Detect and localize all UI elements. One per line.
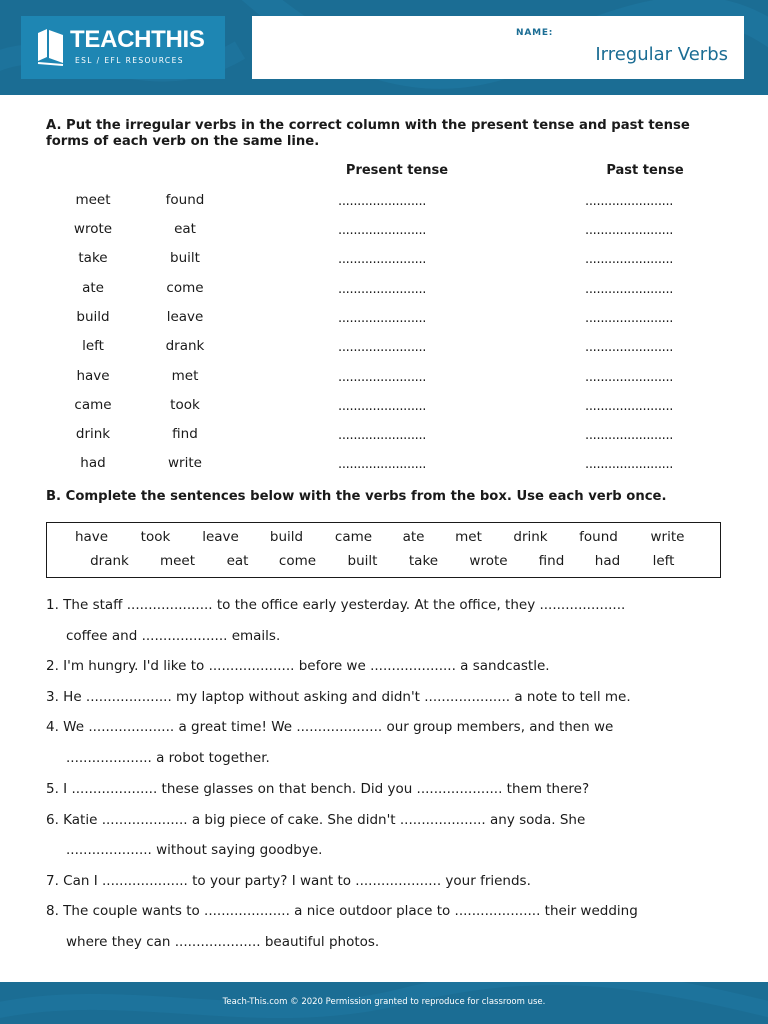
- verb-word: have: [76, 368, 110, 384]
- past-tense-blank: .......................: [585, 223, 674, 238]
- word-box-line: [47, 553, 720, 569]
- box-word: write: [650, 529, 685, 545]
- past-tense-blank: .......................: [585, 311, 674, 326]
- logo[interactable]: [21, 16, 225, 79]
- past-tense-header: Past tense: [606, 163, 684, 178]
- present-tense-blank: .......................: [338, 311, 427, 326]
- verb-word: found: [165, 192, 205, 208]
- present-tense-blank: .......................: [338, 340, 427, 355]
- verb-row: [0, 280, 768, 304]
- verb-row: [0, 250, 768, 274]
- box-word: met: [455, 529, 482, 545]
- box-word: take: [408, 553, 439, 569]
- verb-row: [0, 192, 768, 216]
- verb-row: [0, 426, 768, 450]
- box-word: left: [652, 553, 675, 569]
- sentence: 2. I'm hungry. I'd like to .................... before we .................... a sandcastle.: [46, 658, 550, 674]
- verb-row: [0, 338, 768, 362]
- verb-word: ate: [82, 280, 104, 296]
- verb-word: had: [80, 455, 106, 471]
- sentence: 1. The staff .................... to the office early yesterday. At the office, they ....................: [46, 597, 626, 613]
- page-header: [0, 0, 768, 95]
- verb-word: find: [172, 426, 198, 442]
- sentence-continuation: where they can .................... beautiful photos.: [66, 934, 380, 950]
- sentence: 8. The couple wants to .................... a nice outdoor place to .................... their wedding: [46, 903, 638, 919]
- sentence-continuation: coffee and .................... emails.: [66, 628, 281, 644]
- sentence: 3. He .................... my laptop without asking and didn't .................... a note to tell me.: [46, 689, 631, 705]
- box-word: drink: [513, 529, 548, 545]
- section-b-instruction: B. Complete the sentences below with the verbs from the box. Use each verb once.: [46, 489, 667, 504]
- box-word: found: [579, 529, 618, 545]
- box-word: have: [74, 529, 109, 545]
- verb-word: came: [74, 397, 112, 413]
- present-tense-header: Present tense: [345, 163, 449, 178]
- box-word: built: [347, 553, 378, 569]
- past-tense-blank: .......................: [585, 399, 674, 414]
- logo-title: TEACHTHIS: [70, 26, 205, 53]
- box-word: eat: [226, 553, 249, 569]
- past-tense-blank: .......................: [585, 340, 674, 355]
- verb-word: built: [170, 250, 200, 266]
- verb-word: left: [82, 338, 104, 354]
- present-tense-blank: .......................: [338, 282, 427, 297]
- footer-copyright: Teach-This.com © 2020 Permission granted to reproduce for classroom use.: [222, 997, 546, 1007]
- present-tense-blank: .......................: [338, 370, 427, 385]
- box-word: came: [334, 529, 373, 545]
- logo-subtitle: ESL / EFL RESOURCES: [75, 56, 184, 65]
- verb-word: drank: [165, 338, 205, 354]
- verb-word: build: [76, 309, 110, 325]
- past-tense-blank: .......................: [585, 457, 674, 472]
- present-tense-blank: .......................: [338, 252, 427, 267]
- present-tense-blank: .......................: [338, 399, 427, 414]
- box-word: build: [269, 529, 304, 545]
- verb-word: write: [168, 455, 202, 471]
- present-tense-blank: .......................: [338, 194, 427, 209]
- name-field-box: [252, 16, 744, 79]
- past-tense-blank: .......................: [585, 370, 674, 385]
- sentence: 5. I .................... these glasses on that bench. Did you .................... them there?: [46, 781, 590, 797]
- page-title: Irregular Verbs: [595, 44, 728, 65]
- verb-row: [0, 397, 768, 421]
- verb-word: come: [166, 280, 204, 296]
- name-label: NAME:: [516, 28, 554, 38]
- word-box: [46, 522, 721, 578]
- box-word: find: [538, 553, 565, 569]
- past-tense-blank: .......................: [585, 282, 674, 297]
- box-word: meet: [159, 553, 196, 569]
- sentence-continuation: .................... without saying goodbye.: [66, 842, 323, 858]
- verb-row: [0, 309, 768, 333]
- verb-row: [0, 368, 768, 392]
- verb-word: wrote: [73, 221, 113, 237]
- verb-word: met: [171, 368, 199, 384]
- past-tense-blank: .......................: [585, 252, 674, 267]
- section-a-instruction: A. Put the irregular verbs in the correct column with the present tense and past tense forms of each verb on the same line.: [46, 118, 690, 149]
- sentence: 6. Katie .................... a big piece of cake. She didn't .................... any soda. She: [46, 812, 586, 828]
- present-tense-blank: .......................: [338, 457, 427, 472]
- verb-word: eat: [174, 221, 196, 237]
- page-footer: [0, 982, 768, 1024]
- sentence: 7. Can I .................... to your party? I want to .................... your friends.: [46, 873, 531, 889]
- book-icon: [35, 27, 67, 67]
- verb-word: meet: [75, 192, 111, 208]
- verb-row: [0, 221, 768, 245]
- word-box-line: [47, 529, 720, 545]
- verb-word: took: [170, 397, 200, 413]
- verb-row: [0, 455, 768, 479]
- box-word: drank: [90, 553, 129, 569]
- present-tense-blank: .......................: [338, 223, 427, 238]
- box-word: ate: [402, 529, 425, 545]
- verb-word: take: [78, 250, 108, 266]
- sentence-continuation: .................... a robot together.: [66, 750, 270, 766]
- present-tense-blank: .......................: [338, 428, 427, 443]
- box-word: had: [594, 553, 621, 569]
- box-word: took: [140, 529, 171, 545]
- verb-word: leave: [166, 309, 204, 325]
- verb-word: drink: [75, 426, 111, 442]
- box-word: wrote: [469, 553, 508, 569]
- sentence: 4. We .................... a great time! We .................... our group members, and then we: [46, 719, 614, 735]
- past-tense-blank: .......................: [585, 428, 674, 443]
- box-word: come: [278, 553, 317, 569]
- past-tense-blank: .......................: [585, 194, 674, 209]
- box-word: leave: [202, 529, 239, 545]
